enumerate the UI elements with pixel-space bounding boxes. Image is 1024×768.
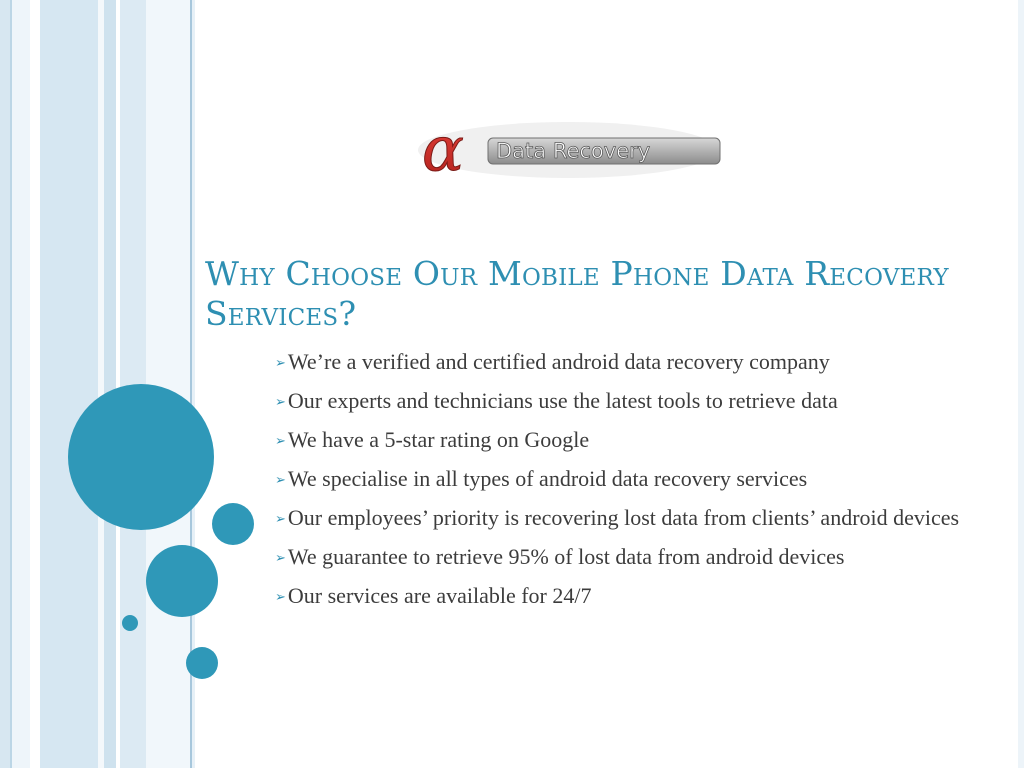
arrow-bullet-icon: ➢ — [275, 551, 286, 566]
decor-stripe — [40, 0, 98, 768]
bullet-item — [275, 386, 1010, 417]
decor-stripe — [12, 0, 30, 768]
bullet-item — [275, 425, 1010, 456]
decor-circle — [122, 615, 138, 631]
arrow-bullet-icon: ➢ — [275, 473, 286, 488]
bullet-text: Our experts and technicians use the latest tools to retrieve data — [287, 388, 838, 413]
bullet-text: We specialise in all types of android data recovery services — [287, 466, 808, 491]
decor-stripe — [30, 0, 40, 768]
arrow-bullet-icon: ➢ — [275, 356, 286, 371]
bullet-text: Our employees’ priority is recovering lost data from clients’ android devices — [287, 505, 960, 530]
bullet-list — [275, 347, 1010, 620]
company-logo — [418, 118, 728, 180]
bullet-item — [275, 581, 1010, 612]
decor-circle — [146, 545, 218, 617]
bullet-item — [275, 464, 1010, 495]
bullet-text: We’re a verified and certified android data recovery company — [287, 349, 830, 374]
bullet-item — [275, 503, 1010, 534]
slide-title: Why Choose Our Mobile Phone Data Recovery Services? — [205, 254, 949, 334]
decor-circle — [186, 647, 218, 679]
bullet-item — [275, 347, 1010, 378]
logo-alpha-symbol: α — [422, 118, 464, 180]
bullet-text: We have a 5-star rating on Google — [287, 427, 590, 452]
arrow-bullet-icon: ➢ — [275, 434, 286, 449]
decor-stripe — [0, 0, 10, 768]
arrow-bullet-icon: ➢ — [275, 590, 286, 605]
bullet-text: We guarantee to retrieve 95% of lost data from android devices — [287, 544, 845, 569]
decor-circle — [212, 503, 254, 545]
bullet-item — [275, 542, 1010, 573]
decor-stripe — [104, 0, 116, 768]
bullet-text: Our services are available for 24/7 — [287, 583, 592, 608]
arrow-bullet-icon: ➢ — [275, 395, 286, 410]
decor-stripe — [1018, 0, 1024, 768]
arrow-bullet-icon: ➢ — [275, 512, 286, 527]
decor-circle — [68, 384, 214, 530]
logo-text: Data Recovery — [496, 139, 651, 163]
